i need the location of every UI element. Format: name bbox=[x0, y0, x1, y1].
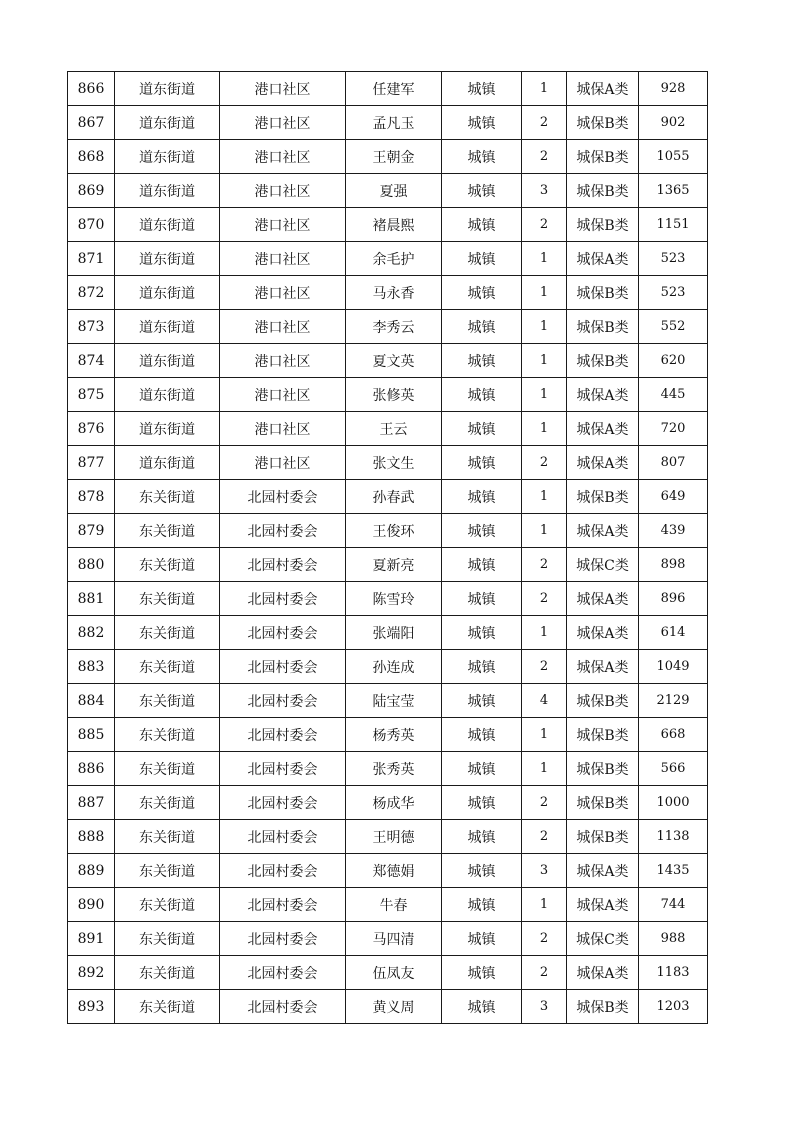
name-cell: 伍凤友 bbox=[346, 956, 442, 990]
amount-cell: 1203 bbox=[639, 990, 708, 1024]
table-row bbox=[68, 888, 708, 922]
table-row bbox=[68, 174, 708, 208]
name-cell: 陈雪玲 bbox=[346, 582, 442, 616]
amount-cell: 439 bbox=[639, 514, 708, 548]
household-size-cell: 1 bbox=[522, 378, 567, 412]
household-size-cell: 1 bbox=[522, 412, 567, 446]
category-cell: 城保B类 bbox=[567, 718, 639, 752]
subdistrict-cell: 东关街道 bbox=[115, 888, 220, 922]
household-size-cell: 2 bbox=[522, 446, 567, 480]
household-size-cell: 1 bbox=[522, 888, 567, 922]
residence-type-cell: 城镇 bbox=[442, 514, 522, 548]
residence-type-cell: 城镇 bbox=[442, 480, 522, 514]
household-size-cell: 2 bbox=[522, 140, 567, 174]
name-cell: 褚晨熙 bbox=[346, 208, 442, 242]
name-cell: 孙春武 bbox=[346, 480, 442, 514]
table-row bbox=[68, 582, 708, 616]
category-cell: 城保A类 bbox=[567, 854, 639, 888]
household-size-cell: 1 bbox=[522, 480, 567, 514]
serial-number-cell: 891 bbox=[68, 922, 115, 956]
table-row bbox=[68, 684, 708, 718]
category-cell: 城保B类 bbox=[567, 344, 639, 378]
subdistrict-cell: 道东街道 bbox=[115, 72, 220, 106]
table-row bbox=[68, 310, 708, 344]
community-cell: 港口社区 bbox=[220, 140, 346, 174]
serial-number-cell: 886 bbox=[68, 752, 115, 786]
serial-number-cell: 874 bbox=[68, 344, 115, 378]
serial-number-cell: 866 bbox=[68, 72, 115, 106]
residence-type-cell: 城镇 bbox=[442, 174, 522, 208]
community-cell: 港口社区 bbox=[220, 174, 346, 208]
table-row bbox=[68, 548, 708, 582]
subdistrict-cell: 东关街道 bbox=[115, 786, 220, 820]
category-cell: 城保B类 bbox=[567, 208, 639, 242]
subdistrict-cell: 东关街道 bbox=[115, 990, 220, 1024]
name-cell: 王明德 bbox=[346, 820, 442, 854]
amount-cell: 445 bbox=[639, 378, 708, 412]
amount-cell: 928 bbox=[639, 72, 708, 106]
serial-number-cell: 887 bbox=[68, 786, 115, 820]
residence-type-cell: 城镇 bbox=[442, 718, 522, 752]
subdistrict-cell: 道东街道 bbox=[115, 446, 220, 480]
name-cell: 张端阳 bbox=[346, 616, 442, 650]
residence-type-cell: 城镇 bbox=[442, 752, 522, 786]
name-cell: 张秀英 bbox=[346, 752, 442, 786]
category-cell: 城保B类 bbox=[567, 140, 639, 174]
amount-cell: 720 bbox=[639, 412, 708, 446]
name-cell: 马永香 bbox=[346, 276, 442, 310]
community-cell: 北园村委会 bbox=[220, 956, 346, 990]
residence-type-cell: 城镇 bbox=[442, 548, 522, 582]
household-size-cell: 2 bbox=[522, 956, 567, 990]
subdistrict-cell: 道东街道 bbox=[115, 378, 220, 412]
residence-type-cell: 城镇 bbox=[442, 344, 522, 378]
category-cell: 城保B类 bbox=[567, 786, 639, 820]
subdistrict-cell: 东关街道 bbox=[115, 956, 220, 990]
serial-number-cell: 881 bbox=[68, 582, 115, 616]
household-size-cell: 2 bbox=[522, 548, 567, 582]
serial-number-cell: 873 bbox=[68, 310, 115, 344]
community-cell: 港口社区 bbox=[220, 446, 346, 480]
household-size-cell: 1 bbox=[522, 514, 567, 548]
serial-number-cell: 880 bbox=[68, 548, 115, 582]
name-cell: 夏文英 bbox=[346, 344, 442, 378]
amount-cell: 902 bbox=[639, 106, 708, 140]
community-cell: 港口社区 bbox=[220, 344, 346, 378]
category-cell: 城保B类 bbox=[567, 174, 639, 208]
amount-cell: 1435 bbox=[639, 854, 708, 888]
category-cell: 城保A类 bbox=[567, 956, 639, 990]
name-cell: 夏强 bbox=[346, 174, 442, 208]
community-cell: 北园村委会 bbox=[220, 752, 346, 786]
category-cell: 城保B类 bbox=[567, 310, 639, 344]
name-cell: 张修英 bbox=[346, 378, 442, 412]
table-row bbox=[68, 208, 708, 242]
subdistrict-cell: 道东街道 bbox=[115, 412, 220, 446]
residence-type-cell: 城镇 bbox=[442, 684, 522, 718]
community-cell: 港口社区 bbox=[220, 72, 346, 106]
community-cell: 港口社区 bbox=[220, 378, 346, 412]
category-cell: 城保A类 bbox=[567, 514, 639, 548]
amount-cell: 523 bbox=[639, 242, 708, 276]
household-size-cell: 2 bbox=[522, 922, 567, 956]
table-row bbox=[68, 480, 708, 514]
category-cell: 城保B类 bbox=[567, 752, 639, 786]
subdistrict-cell: 东关街道 bbox=[115, 582, 220, 616]
table-row bbox=[68, 956, 708, 990]
residence-type-cell: 城镇 bbox=[442, 820, 522, 854]
amount-cell: 1055 bbox=[639, 140, 708, 174]
residence-type-cell: 城镇 bbox=[442, 650, 522, 684]
community-cell: 北园村委会 bbox=[220, 718, 346, 752]
community-cell: 北园村委会 bbox=[220, 548, 346, 582]
household-size-cell: 2 bbox=[522, 650, 567, 684]
amount-cell: 668 bbox=[639, 718, 708, 752]
amount-cell: 1000 bbox=[639, 786, 708, 820]
community-cell: 北园村委会 bbox=[220, 888, 346, 922]
community-cell: 北园村委会 bbox=[220, 514, 346, 548]
residence-type-cell: 城镇 bbox=[442, 412, 522, 446]
category-cell: 城保A类 bbox=[567, 72, 639, 106]
subdistrict-cell: 道东街道 bbox=[115, 140, 220, 174]
table-row bbox=[68, 72, 708, 106]
residence-type-cell: 城镇 bbox=[442, 310, 522, 344]
benefit-recipient-table bbox=[67, 71, 708, 1024]
household-size-cell: 2 bbox=[522, 820, 567, 854]
serial-number-cell: 868 bbox=[68, 140, 115, 174]
household-size-cell: 1 bbox=[522, 242, 567, 276]
name-cell: 杨秀英 bbox=[346, 718, 442, 752]
serial-number-cell: 879 bbox=[68, 514, 115, 548]
residence-type-cell: 城镇 bbox=[442, 242, 522, 276]
community-cell: 港口社区 bbox=[220, 242, 346, 276]
name-cell: 王俊环 bbox=[346, 514, 442, 548]
category-cell: 城保A类 bbox=[567, 242, 639, 276]
amount-cell: 649 bbox=[639, 480, 708, 514]
residence-type-cell: 城镇 bbox=[442, 956, 522, 990]
subdistrict-cell: 东关街道 bbox=[115, 616, 220, 650]
category-cell: 城保B类 bbox=[567, 990, 639, 1024]
residence-type-cell: 城镇 bbox=[442, 140, 522, 174]
residence-type-cell: 城镇 bbox=[442, 582, 522, 616]
residence-type-cell: 城镇 bbox=[442, 786, 522, 820]
household-size-cell: 2 bbox=[522, 208, 567, 242]
subdistrict-cell: 东关街道 bbox=[115, 514, 220, 548]
table-row bbox=[68, 276, 708, 310]
table-row bbox=[68, 140, 708, 174]
amount-cell: 1049 bbox=[639, 650, 708, 684]
subdistrict-cell: 道东街道 bbox=[115, 310, 220, 344]
household-size-cell: 3 bbox=[522, 174, 567, 208]
household-size-cell: 2 bbox=[522, 786, 567, 820]
table-row bbox=[68, 412, 708, 446]
name-cell: 夏新亮 bbox=[346, 548, 442, 582]
community-cell: 北园村委会 bbox=[220, 922, 346, 956]
table-body bbox=[68, 72, 708, 1024]
serial-number-cell: 877 bbox=[68, 446, 115, 480]
household-size-cell: 2 bbox=[522, 582, 567, 616]
community-cell: 北园村委会 bbox=[220, 820, 346, 854]
community-cell: 北园村委会 bbox=[220, 990, 346, 1024]
table-row bbox=[68, 446, 708, 480]
subdistrict-cell: 道东街道 bbox=[115, 208, 220, 242]
category-cell: 城保A类 bbox=[567, 412, 639, 446]
category-cell: 城保B类 bbox=[567, 684, 639, 718]
serial-number-cell: 876 bbox=[68, 412, 115, 446]
amount-cell: 552 bbox=[639, 310, 708, 344]
serial-number-cell: 885 bbox=[68, 718, 115, 752]
name-cell: 王云 bbox=[346, 412, 442, 446]
community-cell: 北园村委会 bbox=[220, 616, 346, 650]
serial-number-cell: 890 bbox=[68, 888, 115, 922]
subdistrict-cell: 东关街道 bbox=[115, 650, 220, 684]
residence-type-cell: 城镇 bbox=[442, 208, 522, 242]
table-row bbox=[68, 922, 708, 956]
table-row bbox=[68, 344, 708, 378]
category-cell: 城保A类 bbox=[567, 616, 639, 650]
table-row bbox=[68, 854, 708, 888]
serial-number-cell: 867 bbox=[68, 106, 115, 140]
residence-type-cell: 城镇 bbox=[442, 446, 522, 480]
name-cell: 牛春 bbox=[346, 888, 442, 922]
community-cell: 北园村委会 bbox=[220, 582, 346, 616]
residence-type-cell: 城镇 bbox=[442, 378, 522, 412]
amount-cell: 1365 bbox=[639, 174, 708, 208]
category-cell: 城保A类 bbox=[567, 446, 639, 480]
residence-type-cell: 城镇 bbox=[442, 854, 522, 888]
subdistrict-cell: 道东街道 bbox=[115, 276, 220, 310]
table-row bbox=[68, 242, 708, 276]
table-row bbox=[68, 514, 708, 548]
category-cell: 城保A类 bbox=[567, 888, 639, 922]
amount-cell: 620 bbox=[639, 344, 708, 378]
community-cell: 北园村委会 bbox=[220, 650, 346, 684]
community-cell: 港口社区 bbox=[220, 412, 346, 446]
community-cell: 港口社区 bbox=[220, 310, 346, 344]
amount-cell: 744 bbox=[639, 888, 708, 922]
name-cell: 李秀云 bbox=[346, 310, 442, 344]
amount-cell: 2129 bbox=[639, 684, 708, 718]
community-cell: 港口社区 bbox=[220, 276, 346, 310]
community-cell: 北园村委会 bbox=[220, 684, 346, 718]
name-cell: 孙连成 bbox=[346, 650, 442, 684]
name-cell: 黄义周 bbox=[346, 990, 442, 1024]
name-cell: 孟凡玉 bbox=[346, 106, 442, 140]
category-cell: 城保B类 bbox=[567, 276, 639, 310]
table-row bbox=[68, 378, 708, 412]
table-row bbox=[68, 990, 708, 1024]
residence-type-cell: 城镇 bbox=[442, 106, 522, 140]
name-cell: 杨成华 bbox=[346, 786, 442, 820]
subdistrict-cell: 道东街道 bbox=[115, 174, 220, 208]
household-size-cell: 1 bbox=[522, 310, 567, 344]
serial-number-cell: 883 bbox=[68, 650, 115, 684]
community-cell: 港口社区 bbox=[220, 106, 346, 140]
subdistrict-cell: 东关街道 bbox=[115, 480, 220, 514]
serial-number-cell: 869 bbox=[68, 174, 115, 208]
community-cell: 北园村委会 bbox=[220, 854, 346, 888]
subdistrict-cell: 东关街道 bbox=[115, 684, 220, 718]
table-row bbox=[68, 718, 708, 752]
name-cell: 郑德娟 bbox=[346, 854, 442, 888]
serial-number-cell: 884 bbox=[68, 684, 115, 718]
household-size-cell: 4 bbox=[522, 684, 567, 718]
community-cell: 北园村委会 bbox=[220, 786, 346, 820]
table-row bbox=[68, 752, 708, 786]
subdistrict-cell: 东关街道 bbox=[115, 752, 220, 786]
table-row bbox=[68, 616, 708, 650]
serial-number-cell: 875 bbox=[68, 378, 115, 412]
residence-type-cell: 城镇 bbox=[442, 72, 522, 106]
amount-cell: 566 bbox=[639, 752, 708, 786]
serial-number-cell: 872 bbox=[68, 276, 115, 310]
household-size-cell: 1 bbox=[522, 752, 567, 786]
table-row bbox=[68, 786, 708, 820]
category-cell: 城保B类 bbox=[567, 820, 639, 854]
serial-number-cell: 893 bbox=[68, 990, 115, 1024]
category-cell: 城保A类 bbox=[567, 582, 639, 616]
name-cell: 王朝金 bbox=[346, 140, 442, 174]
amount-cell: 896 bbox=[639, 582, 708, 616]
subdistrict-cell: 东关街道 bbox=[115, 718, 220, 752]
amount-cell: 988 bbox=[639, 922, 708, 956]
amount-cell: 1138 bbox=[639, 820, 708, 854]
serial-number-cell: 871 bbox=[68, 242, 115, 276]
serial-number-cell: 878 bbox=[68, 480, 115, 514]
amount-cell: 807 bbox=[639, 446, 708, 480]
name-cell: 陆宝莹 bbox=[346, 684, 442, 718]
document-page bbox=[67, 71, 708, 1024]
subdistrict-cell: 东关街道 bbox=[115, 922, 220, 956]
household-size-cell: 1 bbox=[522, 344, 567, 378]
serial-number-cell: 882 bbox=[68, 616, 115, 650]
amount-cell: 614 bbox=[639, 616, 708, 650]
household-size-cell: 1 bbox=[522, 718, 567, 752]
amount-cell: 523 bbox=[639, 276, 708, 310]
category-cell: 城保A类 bbox=[567, 650, 639, 684]
household-size-cell: 1 bbox=[522, 276, 567, 310]
subdistrict-cell: 道东街道 bbox=[115, 344, 220, 378]
community-cell: 港口社区 bbox=[220, 208, 346, 242]
household-size-cell: 3 bbox=[522, 854, 567, 888]
amount-cell: 898 bbox=[639, 548, 708, 582]
community-cell: 北园村委会 bbox=[220, 480, 346, 514]
table-row bbox=[68, 650, 708, 684]
subdistrict-cell: 东关街道 bbox=[115, 548, 220, 582]
serial-number-cell: 889 bbox=[68, 854, 115, 888]
residence-type-cell: 城镇 bbox=[442, 276, 522, 310]
residence-type-cell: 城镇 bbox=[442, 922, 522, 956]
household-size-cell: 2 bbox=[522, 106, 567, 140]
serial-number-cell: 888 bbox=[68, 820, 115, 854]
residence-type-cell: 城镇 bbox=[442, 990, 522, 1024]
table-row bbox=[68, 106, 708, 140]
name-cell: 张文生 bbox=[346, 446, 442, 480]
category-cell: 城保C类 bbox=[567, 548, 639, 582]
residence-type-cell: 城镇 bbox=[442, 616, 522, 650]
amount-cell: 1183 bbox=[639, 956, 708, 990]
subdistrict-cell: 东关街道 bbox=[115, 820, 220, 854]
category-cell: 城保C类 bbox=[567, 922, 639, 956]
category-cell: 城保B类 bbox=[567, 106, 639, 140]
household-size-cell: 3 bbox=[522, 990, 567, 1024]
subdistrict-cell: 道东街道 bbox=[115, 242, 220, 276]
name-cell: 马四清 bbox=[346, 922, 442, 956]
category-cell: 城保A类 bbox=[567, 378, 639, 412]
serial-number-cell: 892 bbox=[68, 956, 115, 990]
residence-type-cell: 城镇 bbox=[442, 888, 522, 922]
household-size-cell: 1 bbox=[522, 72, 567, 106]
name-cell: 任建军 bbox=[346, 72, 442, 106]
amount-cell: 1151 bbox=[639, 208, 708, 242]
table-row bbox=[68, 820, 708, 854]
serial-number-cell: 870 bbox=[68, 208, 115, 242]
name-cell: 余毛护 bbox=[346, 242, 442, 276]
subdistrict-cell: 道东街道 bbox=[115, 106, 220, 140]
subdistrict-cell: 东关街道 bbox=[115, 854, 220, 888]
household-size-cell: 1 bbox=[522, 616, 567, 650]
category-cell: 城保B类 bbox=[567, 480, 639, 514]
